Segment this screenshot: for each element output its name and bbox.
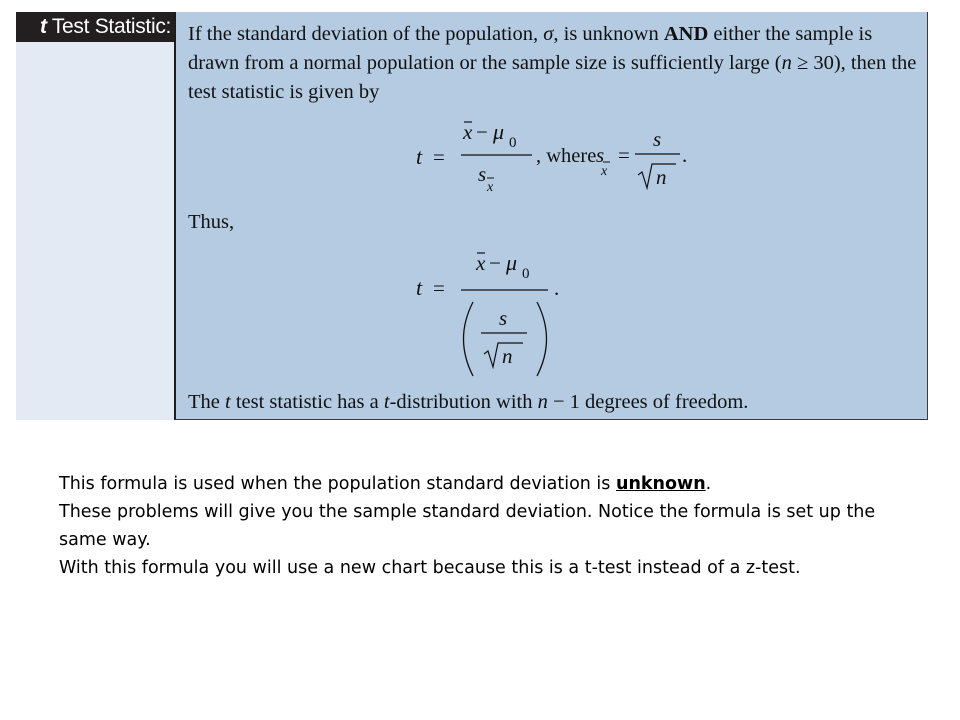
f1-equals-2: = bbox=[618, 143, 630, 167]
f1-s-numer: s bbox=[653, 127, 662, 151]
box-label bbox=[16, 12, 174, 42]
box-label-var: t bbox=[40, 15, 47, 38]
f2-n-den: n bbox=[502, 344, 513, 368]
conclusion-n: n bbox=[537, 391, 548, 413]
f1-period: . bbox=[682, 143, 688, 167]
note-line-3: With this formula you will use a new chart because this is a t-test instead of a z-test. bbox=[59, 558, 801, 578]
conclusion-text-3: -distribution with bbox=[389, 391, 538, 413]
f2-s-numer: s bbox=[499, 306, 508, 330]
intro-text-2: , is unknown bbox=[553, 23, 664, 45]
f1-where: , where bbox=[536, 145, 597, 167]
f2-minus: − bbox=[489, 251, 501, 275]
formula-2 bbox=[416, 250, 559, 376]
n-variable: n bbox=[781, 52, 792, 74]
f1-zero: 0 bbox=[509, 135, 517, 151]
formula-1 bbox=[416, 119, 687, 195]
f2-equals: = bbox=[433, 276, 445, 300]
f2-period: . bbox=[554, 276, 560, 300]
f1-s-den-sub: x bbox=[487, 180, 494, 195]
f1-s-var-sub: x bbox=[601, 164, 608, 179]
f1-s-den: s bbox=[478, 162, 487, 186]
note-line-1-suffix: . bbox=[705, 474, 712, 494]
conclusion-t-1: t bbox=[225, 391, 231, 413]
intro-text-3: either the sample is drawn from a normal population or the sample size is sufficiently large ( bbox=[188, 23, 873, 74]
conclusion-text-1: The bbox=[188, 391, 225, 413]
conclusion-line bbox=[188, 391, 748, 414]
note-line-2: These problems will give you the sample standard deviation. Notice the formula is set up the same way. bbox=[59, 502, 876, 550]
sigma-symbol: σ bbox=[543, 23, 554, 45]
note-line-1-prefix: This formula is used when the population standard deviation is bbox=[59, 474, 616, 494]
f2-right-paren bbox=[537, 302, 547, 376]
and-word: AND bbox=[663, 23, 709, 45]
label-column bbox=[16, 12, 174, 420]
f1-equals: = bbox=[433, 145, 445, 169]
f2-mu: μ bbox=[506, 250, 518, 275]
f1-t: t bbox=[416, 144, 423, 169]
note-unknown-emphasis: unknown bbox=[615, 474, 706, 494]
intro-text-4: ≥ 30), then the test statistic is given by bbox=[188, 52, 917, 103]
f1-xbar: x bbox=[463, 120, 473, 144]
f1-mu: μ bbox=[493, 119, 505, 144]
thus-label: Thus, bbox=[188, 211, 235, 233]
f2-t: t bbox=[416, 275, 423, 300]
formula-image bbox=[16, 12, 928, 420]
formula-graphics bbox=[176, 12, 930, 420]
definition-box bbox=[174, 12, 928, 420]
f2-xbar: x bbox=[476, 251, 486, 275]
slide-notes bbox=[59, 470, 909, 582]
f1-minus: − bbox=[476, 120, 488, 144]
f1-n-den: n bbox=[656, 165, 667, 189]
conclusion-t-2: t bbox=[383, 391, 390, 413]
f2-left-paren bbox=[464, 302, 474, 376]
f2-zero: 0 bbox=[522, 266, 530, 282]
intro-text-1: If the standard deviation of the population, bbox=[188, 23, 544, 45]
note-line-1 bbox=[59, 470, 909, 498]
conclusion-text-4: − 1 degrees of freedom. bbox=[547, 391, 749, 413]
box-label-text: Test Statistic: bbox=[46, 15, 172, 38]
f1-s-var: s bbox=[596, 143, 605, 167]
conclusion-text-2: test statistic has a bbox=[230, 391, 384, 413]
